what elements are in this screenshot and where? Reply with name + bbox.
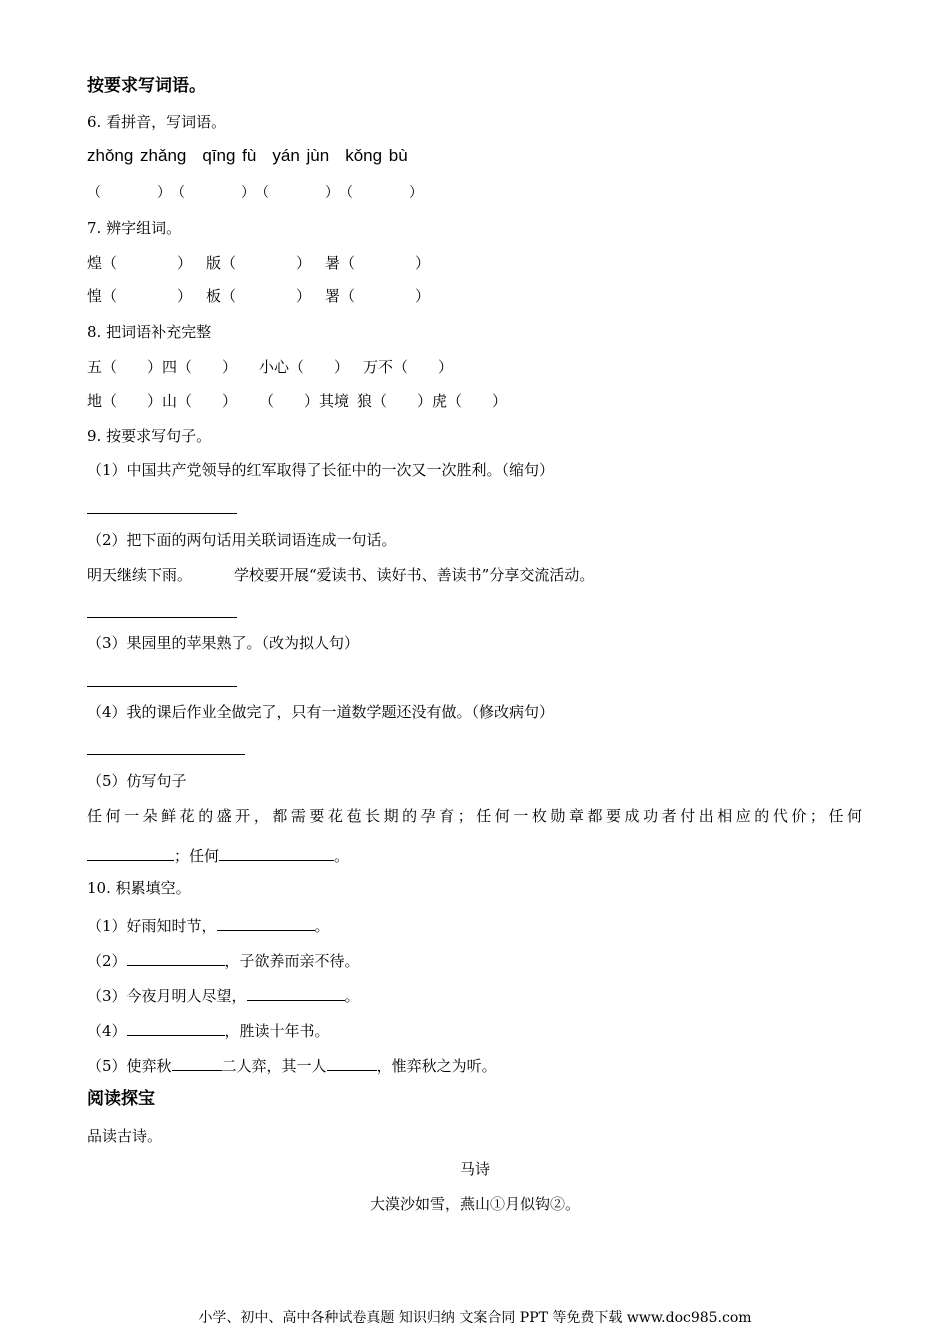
blank[interactable]	[219, 844, 334, 861]
blank[interactable]	[327, 1054, 377, 1071]
q7-item[interactable]: 署（ ）	[325, 287, 431, 305]
q10-post: ，胜读十年书。	[224, 1022, 330, 1040]
q9-sentence-1: （1）中国共产党领导的红军取得了长征中的一次又一次胜利。（缩句）	[87, 461, 555, 479]
q9-sentence-5: （5）仿写句子	[87, 772, 187, 790]
q8-item[interactable]: 万不（ ）	[363, 358, 454, 376]
blank[interactable]	[127, 949, 225, 966]
q10-item-1	[87, 914, 330, 936]
pinyin-3: yán jùn	[272, 146, 330, 165]
q7-row-2	[87, 286, 430, 306]
end-text: 。	[334, 847, 350, 865]
q10-post: ，惟弈秋之为听。	[376, 1057, 497, 1075]
answer-line-1[interactable]	[87, 513, 237, 514]
q8-row-1	[87, 357, 453, 377]
page-footer: 小学、初中、高中各种试卷真题 知识归纳 文案合同 PPT 等免费下载 www.doc985.com	[198, 1310, 752, 1326]
q10-pre: （3）今夜月明人尽望，	[87, 987, 247, 1005]
pinyin-row	[87, 146, 408, 166]
q8-item[interactable]: 地（ ）山（ ）	[87, 392, 238, 410]
q9-sentence-2: （2）把下面的两句话用关联词语连成一句话。	[87, 531, 397, 549]
q10-pre: （4）	[87, 1022, 127, 1040]
question-9-title: 9. 按要求写句子。	[87, 427, 212, 445]
q10-pre: （1）好雨知时节，	[87, 917, 217, 935]
pinyin-1: zhǒng zhǎng	[87, 146, 187, 165]
q9-sentence-4: （4）我的课后作业全做完了，只有一道数学题还没有做。（修改病句）	[87, 703, 555, 721]
q10-mid: 二人弈，其一人	[221, 1057, 327, 1075]
q10-pre: （5）使弈秋	[87, 1057, 172, 1075]
answer-line-3[interactable]	[87, 686, 237, 687]
q8-row-2	[87, 391, 507, 411]
q8-item[interactable]: （ ）其境	[259, 392, 350, 410]
answer-line-2[interactable]	[87, 617, 237, 618]
q8-item[interactable]: 小心（ ）	[259, 358, 350, 376]
reading-intro: 品读古诗。	[87, 1127, 163, 1145]
q10-item-2	[87, 949, 360, 971]
q10-pre: （2）	[87, 952, 127, 970]
poem-title: 马诗	[459, 1160, 490, 1178]
q7-item[interactable]: 惶（ ）	[87, 287, 193, 305]
pinyin-4: kǒng bù	[345, 146, 408, 165]
q10-item-3	[87, 984, 360, 1006]
poem-line: 大漠沙如雪，燕山①月似钩②。	[369, 1195, 580, 1213]
question-7-title: 7. 辨字组词。	[87, 219, 182, 237]
q10-post: 。	[344, 987, 360, 1005]
q10-item-4	[87, 1019, 330, 1041]
q9-sentence-2-parts	[87, 565, 594, 585]
q9-part-b: 学校要开展“爱读书、读好书、善读书”分享交流活动。	[234, 566, 595, 584]
q7-row-1	[87, 253, 430, 273]
q9-sentence-3: （3）果园里的苹果熟了。（改为拟人句）	[87, 634, 360, 652]
q7-item[interactable]: 暑（ ）	[325, 254, 431, 272]
blank[interactable]	[87, 844, 174, 861]
question-8-title: 8. 把词语补充完整	[87, 323, 212, 341]
separator-text: ；任何	[174, 847, 220, 865]
q10-item-5	[87, 1054, 497, 1076]
pinyin-answer-blanks[interactable]: （ ） （ ） （ ） （ ）	[87, 185, 423, 201]
blank[interactable]	[247, 984, 345, 1001]
question-6-title: 6. 看拼音，写词语。	[87, 113, 227, 131]
q7-item[interactable]: 煌（ ）	[87, 254, 193, 272]
q8-item[interactable]: 狼（ ）虎（ ）	[357, 392, 508, 410]
question-10-title: 10. 积累填空。	[87, 879, 191, 897]
q9-part-a: 明天继续下雨。	[87, 566, 193, 584]
section-title-words: 按要求写词语。	[87, 76, 206, 96]
q7-item[interactable]: 版（ ）	[206, 254, 312, 272]
blank[interactable]	[172, 1054, 222, 1071]
blank[interactable]	[127, 1019, 225, 1036]
pinyin-2: qīng fù	[202, 146, 257, 165]
q9-imitation-text: 任何一朵鲜花的盛开，都需要花苞长期的孕育；任何一枚勋章都要成功者付出相应的代价；任何	[87, 807, 862, 825]
q9-imitation-blanks	[87, 844, 349, 866]
q10-post: 。	[314, 917, 330, 935]
q8-item[interactable]: 五（ ）四（ ）	[87, 358, 238, 376]
section-title-reading: 阅读探宝	[87, 1089, 155, 1109]
q10-post: ，子欲养而亲不待。	[224, 952, 360, 970]
blank[interactable]	[217, 914, 315, 931]
answer-line-4[interactable]	[87, 754, 245, 755]
q7-item[interactable]: 板（ ）	[206, 287, 312, 305]
